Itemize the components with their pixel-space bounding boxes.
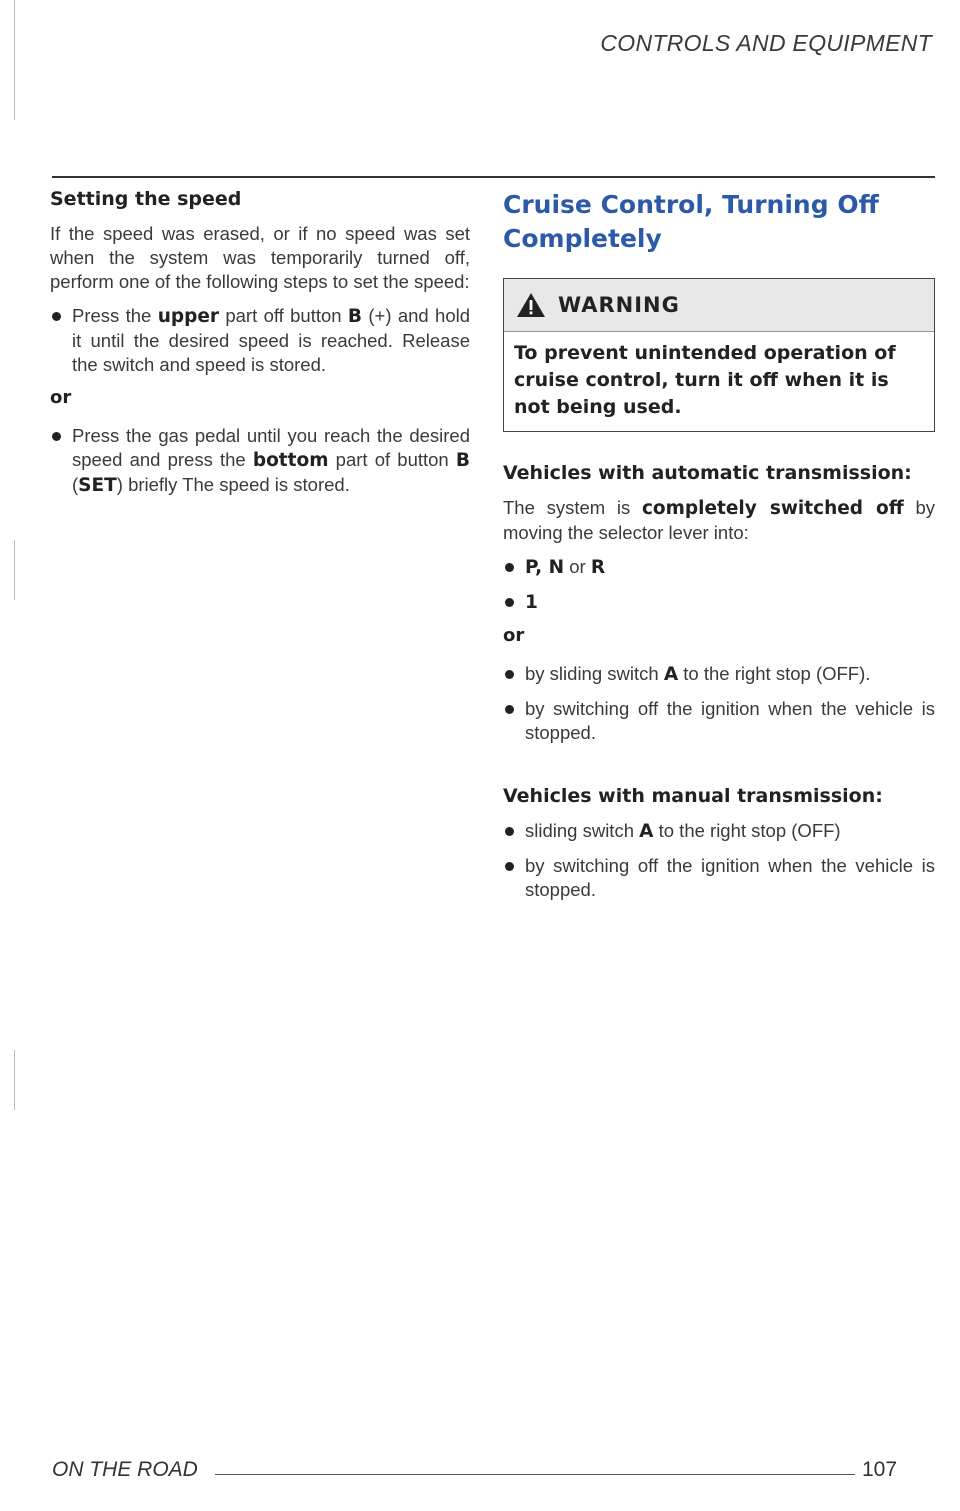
list-item: by sliding switch A to the right stop (OFF). bbox=[503, 662, 935, 687]
warning-triangle-icon bbox=[516, 292, 546, 318]
list-item: by switching off the ignition when the vehicle is stopped. bbox=[503, 854, 935, 902]
list-item: by switching off the ignition when the vehicle is stopped. bbox=[503, 697, 935, 745]
left-column bbox=[50, 188, 470, 508]
running-header: CONTROLS AND EQUIPMENT bbox=[600, 30, 932, 56]
or-separator: or bbox=[50, 386, 72, 408]
list-item: P, N or R bbox=[503, 555, 935, 580]
warning-header bbox=[504, 279, 934, 332]
warning-text: To prevent unintended operation of cruise control, turn it off when it is not being used. bbox=[514, 342, 896, 418]
section-heading-setting-speed: Setting the speed bbox=[50, 188, 242, 210]
footer-section-name: ON THE ROAD bbox=[52, 1458, 198, 1481]
list-item: sliding switch A to the right stop (OFF) bbox=[503, 819, 935, 844]
heading-manual-transmission: Vehicles with manual transmission: bbox=[503, 784, 883, 807]
list-item: 1 bbox=[503, 590, 935, 615]
list-item: Press the gas pedal until you reach the desired speed and press the bottom part of button B (SET) briefly The speed is stored. bbox=[50, 424, 470, 498]
header-rule bbox=[52, 176, 935, 178]
or-separator: or bbox=[503, 624, 525, 646]
footer-rule bbox=[215, 1474, 855, 1475]
warning-label: WARNING bbox=[558, 293, 680, 317]
page-number: 107 bbox=[862, 1458, 898, 1481]
page-edge-mark bbox=[14, 1050, 15, 1110]
automatic-intro: The system is completely switched off by moving the selector lever into: bbox=[503, 496, 935, 543]
list-item: Press the upper part off button B (+) and hold it until the desired speed is reached. Release the switch and speed is stored. bbox=[50, 304, 470, 377]
right-column bbox=[503, 188, 935, 912]
intro-paragraph: If the speed was erased, or if no speed was set when the system was temporarily turned off, perform one of the following steps to set the speed: bbox=[50, 222, 470, 292]
warning-box bbox=[503, 278, 935, 432]
heading-automatic-transmission: Vehicles with automatic transmission: bbox=[503, 462, 912, 484]
page-edge-mark bbox=[14, 540, 15, 600]
page-edge-mark bbox=[14, 0, 15, 120]
section-title-cruise-control: Cruise Control, Turning Off Completely bbox=[503, 190, 879, 253]
